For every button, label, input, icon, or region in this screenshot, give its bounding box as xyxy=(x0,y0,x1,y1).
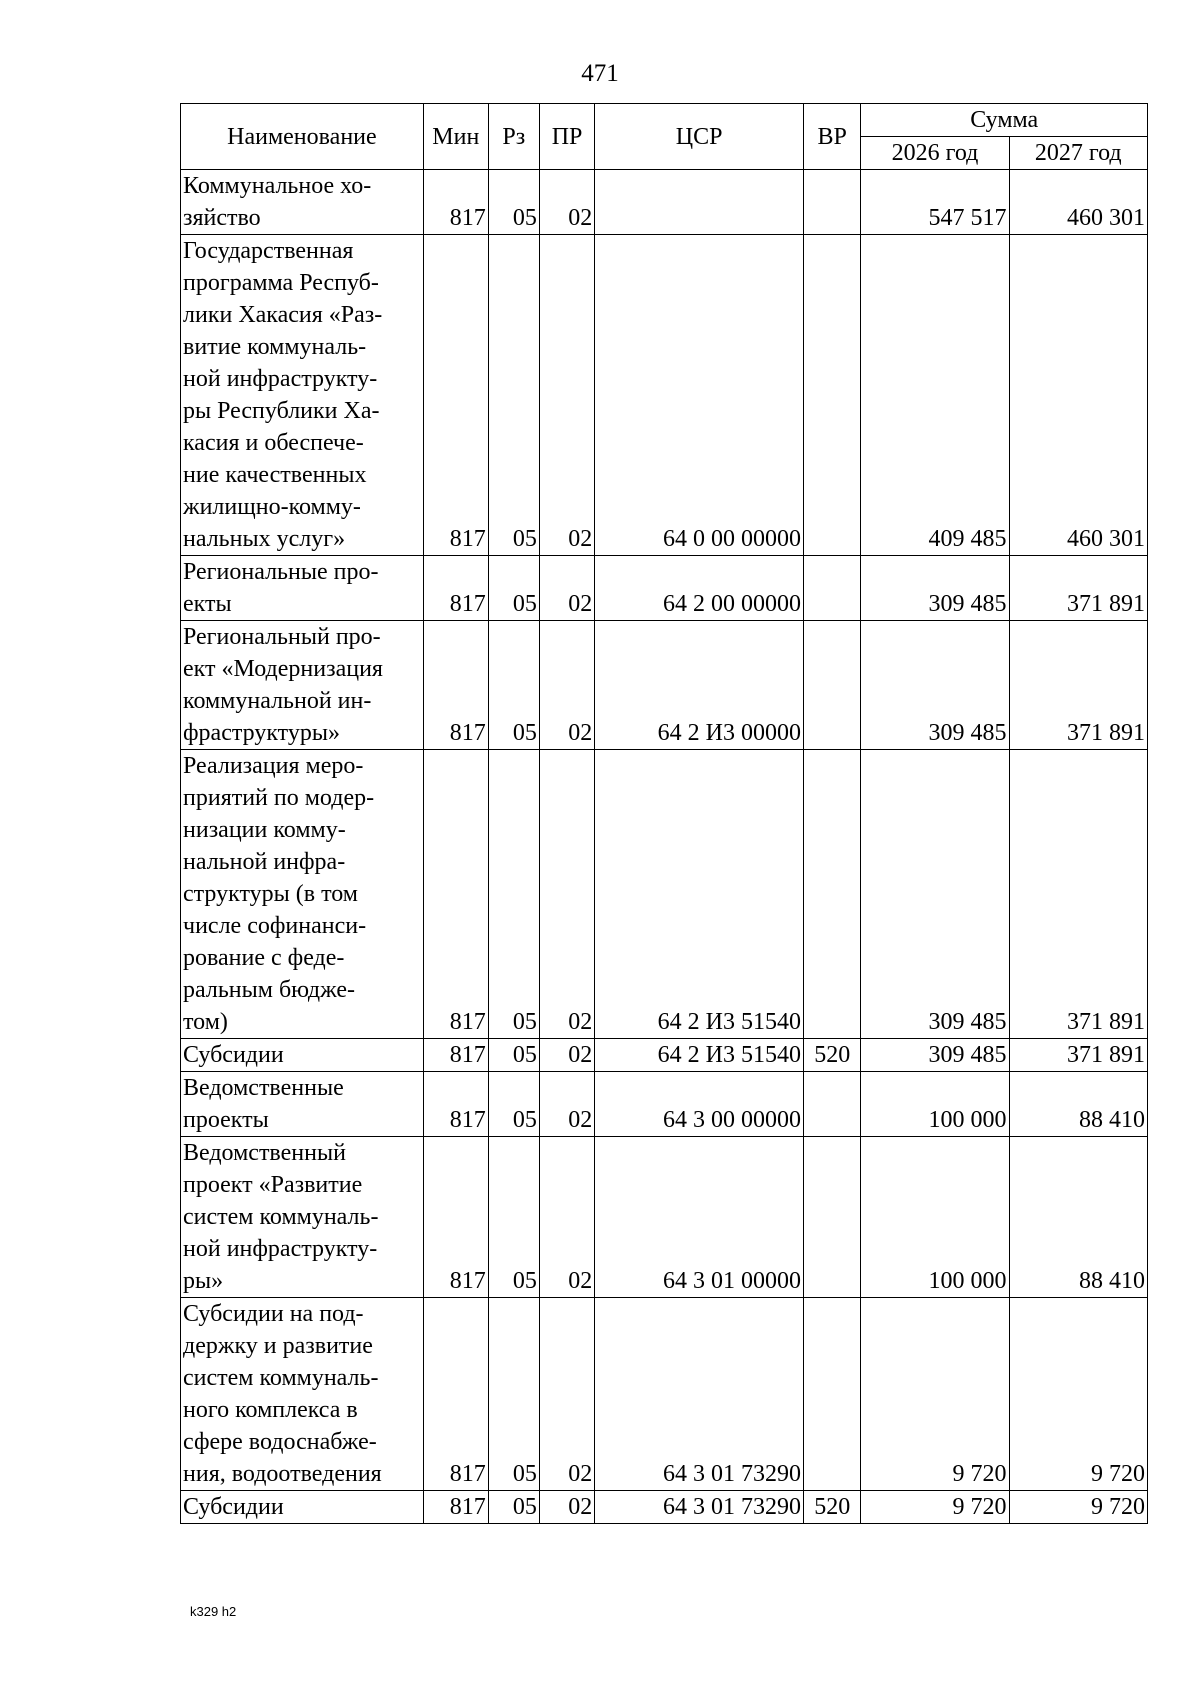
row-rz: 05 xyxy=(488,1039,539,1072)
row-csr: 64 2 И3 00000 xyxy=(595,621,804,750)
row-name: Региональные про- екты xyxy=(181,556,424,621)
row-csr: 64 2 И3 51540 xyxy=(595,750,804,1039)
row-rz: 05 xyxy=(488,1072,539,1137)
row-vr xyxy=(803,1298,861,1491)
row-2027: 9 720 xyxy=(1009,1298,1147,1491)
row-vr xyxy=(803,750,861,1039)
row-2027: 88 410 xyxy=(1009,1072,1147,1137)
row-2027: 371 891 xyxy=(1009,556,1147,621)
table-row xyxy=(181,556,1148,621)
row-csr: 64 3 00 00000 xyxy=(595,1072,804,1137)
table-body xyxy=(181,170,1148,1524)
row-name: Реализация меро- приятий по модер- низации комму- нальной инфра- структуры (в том числе софинанси- рование с феде- ральным бюдже- том) xyxy=(181,750,424,1039)
header-rz: Рз xyxy=(488,104,539,170)
row-vr: 520 xyxy=(803,1491,861,1524)
row-pr: 02 xyxy=(539,1491,594,1524)
row-2026: 309 485 xyxy=(861,750,1009,1039)
row-2027: 371 891 xyxy=(1009,1039,1147,1072)
row-vr: 520 xyxy=(803,1039,861,1072)
row-rz: 05 xyxy=(488,1298,539,1491)
row-pr: 02 xyxy=(539,621,594,750)
row-name: Ведомственные проекты xyxy=(181,1072,424,1137)
row-rz: 05 xyxy=(488,556,539,621)
row-name: Ведомственный проект «Развитие систем коммуналь- ной инфраструкту- ры» xyxy=(181,1137,424,1298)
row-min: 817 xyxy=(423,750,488,1039)
row-2027: 460 301 xyxy=(1009,235,1147,556)
table-row xyxy=(181,235,1148,556)
header-2026: 2026 год xyxy=(861,137,1009,170)
row-2026: 309 485 xyxy=(861,556,1009,621)
row-rz: 05 xyxy=(488,1491,539,1524)
row-min: 817 xyxy=(423,1072,488,1137)
row-2026: 309 485 xyxy=(861,621,1009,750)
row-vr xyxy=(803,1072,861,1137)
row-vr xyxy=(803,1137,861,1298)
row-2026: 100 000 xyxy=(861,1137,1009,1298)
row-min: 817 xyxy=(423,1491,488,1524)
row-name: Региональный про- ект «Модернизация коммунальной ин- фраструктуры» xyxy=(181,621,424,750)
table-row xyxy=(181,1298,1148,1491)
table-row xyxy=(181,750,1148,1039)
row-vr xyxy=(803,556,861,621)
row-min: 817 xyxy=(423,235,488,556)
row-vr xyxy=(803,170,861,235)
row-rz: 05 xyxy=(488,750,539,1039)
page-number: 471 xyxy=(581,60,619,87)
row-pr: 02 xyxy=(539,556,594,621)
header-2027: 2027 год xyxy=(1009,137,1147,170)
row-2026: 547 517 xyxy=(861,170,1009,235)
row-pr: 02 xyxy=(539,1072,594,1137)
row-rz: 05 xyxy=(488,1137,539,1298)
row-name: Субсидии xyxy=(181,1491,424,1524)
row-2026: 100 000 xyxy=(861,1072,1009,1137)
row-2026: 9 720 xyxy=(861,1298,1009,1491)
header-pr: ПР xyxy=(539,104,594,170)
row-pr: 02 xyxy=(539,1298,594,1491)
header-sum: Сумма xyxy=(861,104,1148,137)
row-2027: 460 301 xyxy=(1009,170,1147,235)
row-vr xyxy=(803,621,861,750)
table-row xyxy=(181,1072,1148,1137)
row-pr: 02 xyxy=(539,1039,594,1072)
row-2027: 371 891 xyxy=(1009,750,1147,1039)
row-csr: 64 3 01 73290 xyxy=(595,1491,804,1524)
row-pr: 02 xyxy=(539,170,594,235)
table-row xyxy=(181,1039,1148,1072)
row-rz: 05 xyxy=(488,235,539,556)
row-name: Субсидии xyxy=(181,1039,424,1072)
row-rz: 05 xyxy=(488,621,539,750)
budget-table xyxy=(180,103,1148,1524)
row-2026: 409 485 xyxy=(861,235,1009,556)
row-csr xyxy=(595,170,804,235)
header-csr: ЦСР xyxy=(595,104,804,170)
row-csr: 64 3 01 00000 xyxy=(595,1137,804,1298)
row-min: 817 xyxy=(423,621,488,750)
row-csr: 64 0 00 00000 xyxy=(595,235,804,556)
row-2026: 309 485 xyxy=(861,1039,1009,1072)
header-name: Наименование xyxy=(181,104,424,170)
table-row xyxy=(181,1491,1148,1524)
row-2027: 9 720 xyxy=(1009,1491,1147,1524)
row-name: Государственная программа Респуб- лики Хакасия «Раз- витие коммуналь- ной инфраструкту- ры Республики Ха- касия и обеспече- ние качественных жилищно-комму- нальных услуг» xyxy=(181,235,424,556)
row-pr: 02 xyxy=(539,750,594,1039)
table-row xyxy=(181,170,1148,235)
row-csr: 64 2 И3 51540 xyxy=(595,1039,804,1072)
table-header xyxy=(181,104,1148,170)
row-min: 817 xyxy=(423,1039,488,1072)
row-min: 817 xyxy=(423,1298,488,1491)
table-row xyxy=(181,1137,1148,1298)
row-2026: 9 720 xyxy=(861,1491,1009,1524)
document-code: k329 h2 xyxy=(190,1604,237,1619)
row-2027: 88 410 xyxy=(1009,1137,1147,1298)
row-csr: 64 3 01 73290 xyxy=(595,1298,804,1491)
row-rz: 05 xyxy=(488,170,539,235)
row-name: Субсидии на под- держку и развитие систем коммуналь- ного комплекса в сфере водоснабже- ния, водоотведения xyxy=(181,1298,424,1491)
row-name: Коммунальное хо- зяйство xyxy=(181,170,424,235)
row-min: 817 xyxy=(423,1137,488,1298)
header-min: Мин xyxy=(423,104,488,170)
row-pr: 02 xyxy=(539,235,594,556)
table-row xyxy=(181,621,1148,750)
row-csr: 64 2 00 00000 xyxy=(595,556,804,621)
row-pr: 02 xyxy=(539,1137,594,1298)
header-vr: ВР xyxy=(803,104,861,170)
row-min: 817 xyxy=(423,170,488,235)
row-2027: 371 891 xyxy=(1009,621,1147,750)
row-min: 817 xyxy=(423,556,488,621)
row-vr xyxy=(803,235,861,556)
